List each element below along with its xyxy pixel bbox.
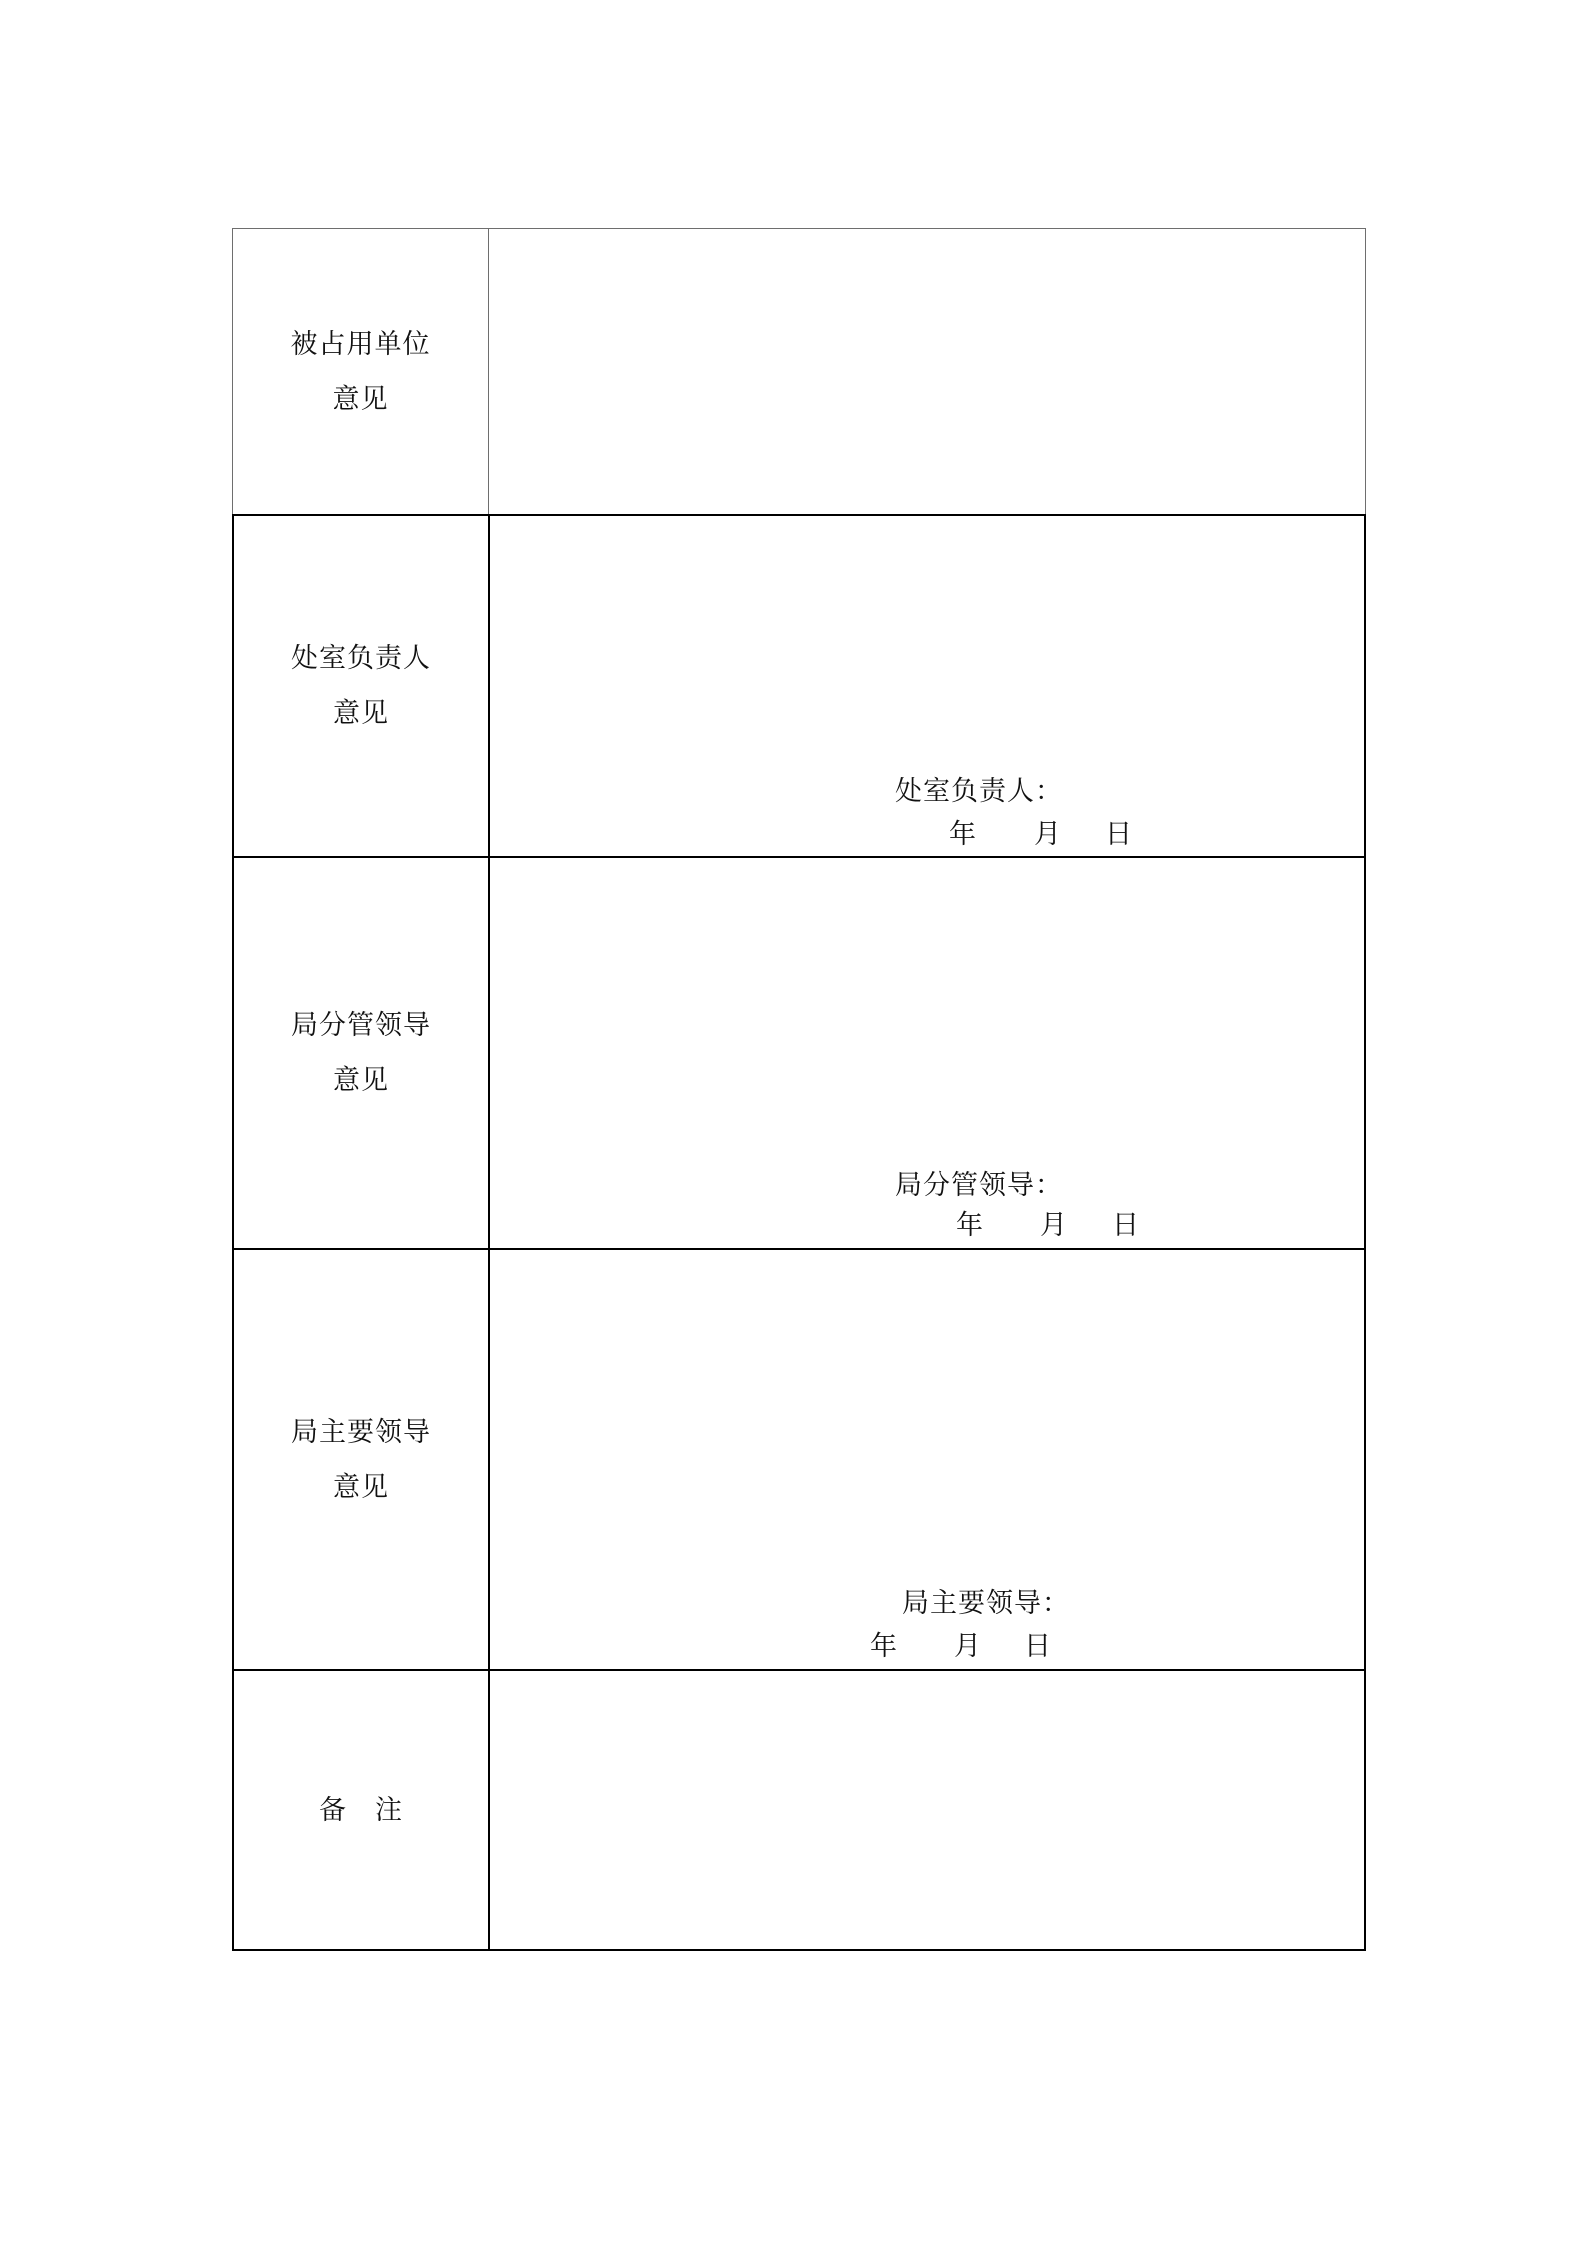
row-bureau-principal-leader-opinion bbox=[232, 1248, 1366, 1669]
row-occupied-unit-opinion bbox=[232, 228, 1366, 514]
row-remarks bbox=[232, 1669, 1366, 1951]
opinion-cell-bureau-principal-leader bbox=[490, 1250, 1364, 1669]
date-year-label: 年 bbox=[956, 1210, 984, 1240]
label-bureau-leader-in-charge: 局分管领导 bbox=[291, 1010, 431, 1040]
signature-label-bureau-leader-in-charge: 局分管领导： bbox=[895, 1170, 1063, 1200]
label-opinion: 意见 bbox=[333, 698, 389, 728]
label-cell-bureau-principal-leader bbox=[234, 1250, 490, 1669]
opinion-cell-occupied-unit bbox=[489, 229, 1365, 514]
row-bureau-leader-in-charge-opinion bbox=[232, 856, 1366, 1248]
label-cell-remarks bbox=[234, 1671, 490, 1949]
label-cell-occupied-unit bbox=[233, 229, 489, 514]
label-cell-bureau-leader-in-charge bbox=[234, 858, 490, 1248]
date-day-label: 日 bbox=[1112, 1210, 1140, 1240]
label-opinion: 意见 bbox=[332, 383, 389, 414]
label-cell-department-head bbox=[234, 516, 490, 856]
date-year-label: 年 bbox=[870, 1631, 898, 1661]
date-month-label: 月 bbox=[1034, 819, 1062, 849]
label-department-head: 处室负责人 bbox=[291, 643, 431, 673]
label-occupied-unit: 被占用单位 bbox=[290, 328, 431, 359]
label-remarks: 备 注 bbox=[319, 1794, 403, 1825]
date-month-label: 月 bbox=[1040, 1210, 1068, 1240]
opinion-cell-bureau-leader-in-charge bbox=[490, 858, 1364, 1248]
label-opinion: 意见 bbox=[333, 1471, 389, 1502]
date-year-label: 年 bbox=[949, 819, 977, 849]
label-opinion: 意见 bbox=[333, 1065, 389, 1095]
row-department-head-opinion bbox=[232, 514, 1366, 856]
signature-label-department-head: 处室负责人： bbox=[895, 776, 1063, 806]
opinion-cell-department-head bbox=[490, 516, 1364, 856]
signature-label-bureau-principal-leader: 局主要领导： bbox=[902, 1588, 1070, 1618]
date-month-label: 月 bbox=[954, 1631, 982, 1661]
label-bureau-principal-leader: 局主要领导 bbox=[291, 1416, 431, 1447]
remarks-cell bbox=[490, 1671, 1364, 1949]
date-day-label: 日 bbox=[1105, 819, 1133, 849]
date-day-label: 日 bbox=[1024, 1631, 1052, 1661]
